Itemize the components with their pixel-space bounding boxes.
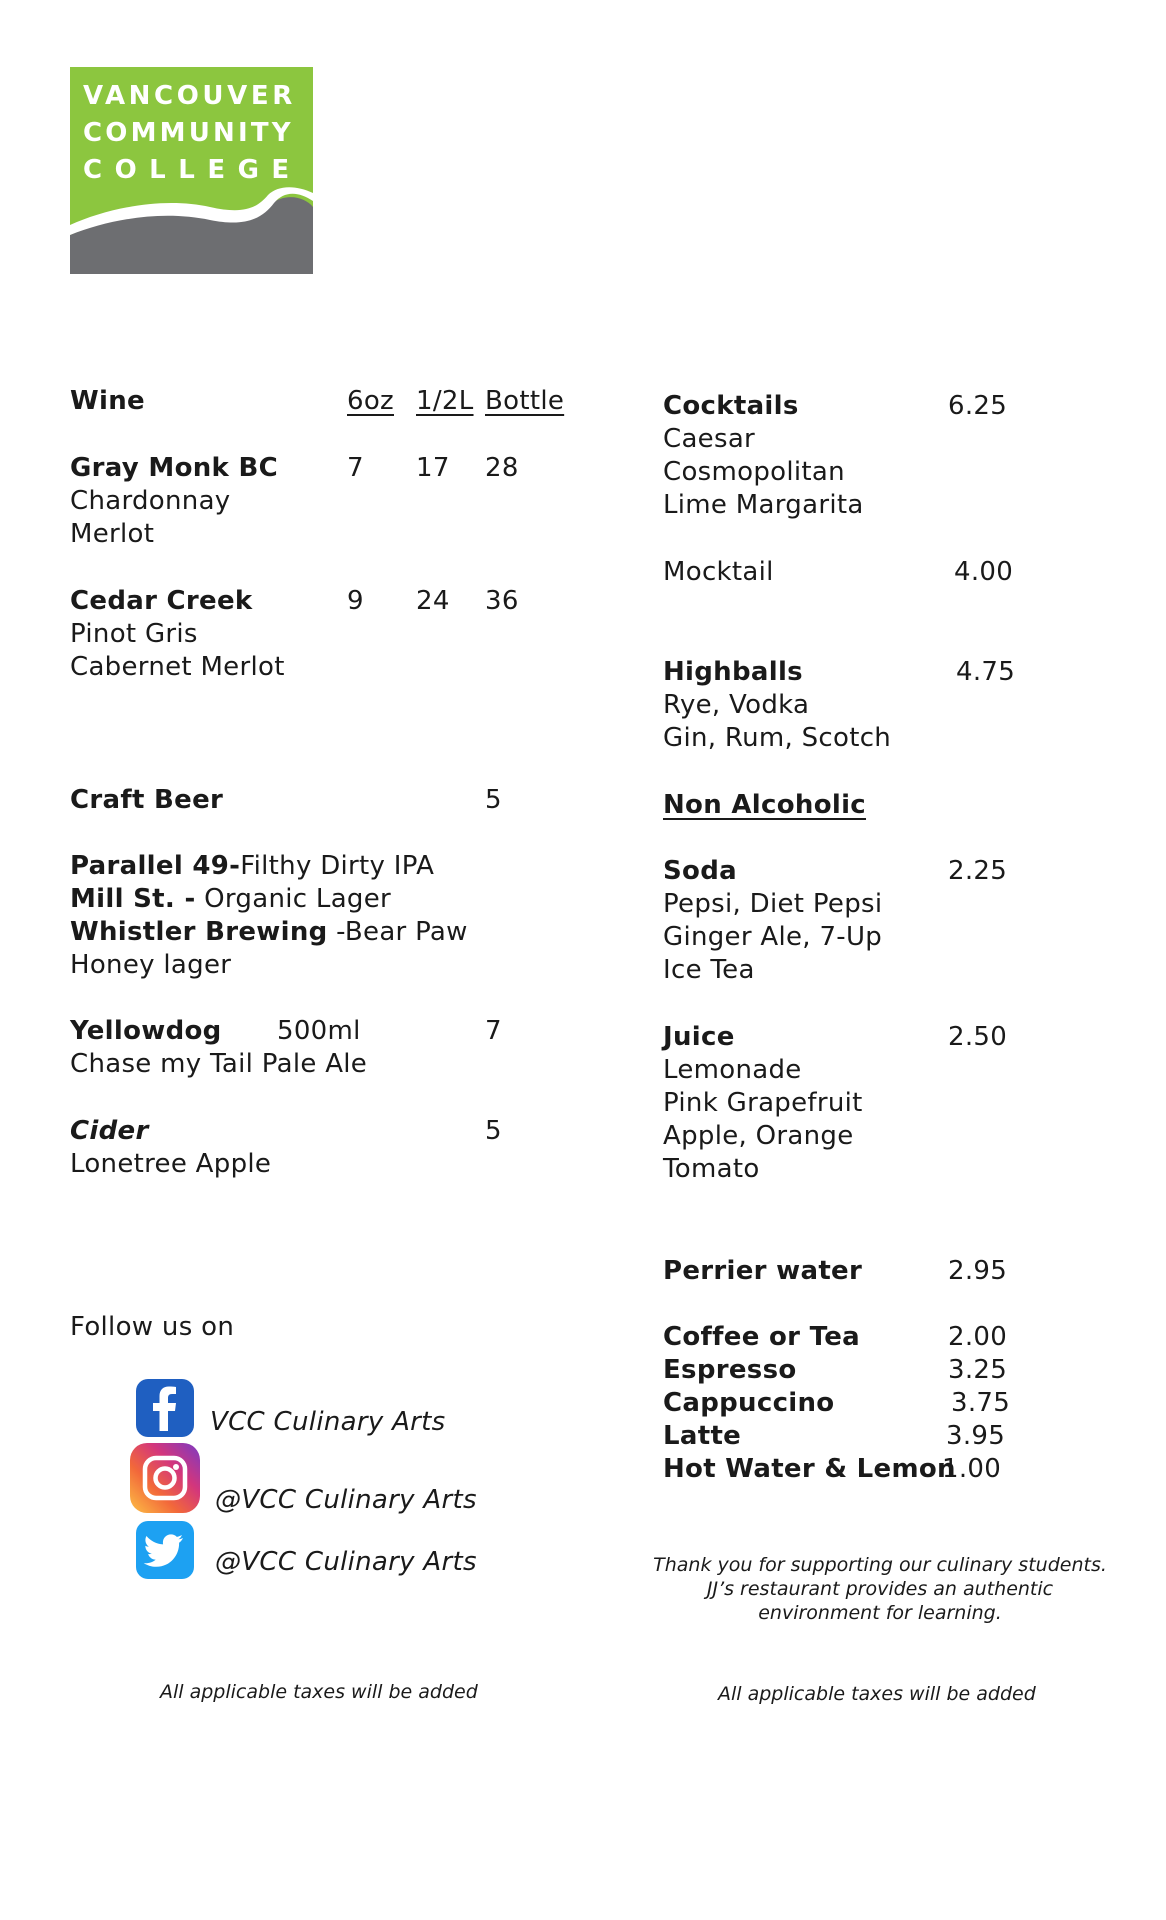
perrier-price: 2.95 bbox=[948, 1256, 1008, 1286]
highballs-heading: Highballs bbox=[663, 657, 803, 687]
cocktails-price: 6.25 bbox=[948, 391, 1008, 421]
wine-item-name: Gray Monk BC bbox=[70, 453, 278, 483]
beer-name: -Bear Paw bbox=[327, 917, 468, 947]
wine-varietal: Cabernet Merlot bbox=[70, 652, 285, 682]
hot-drink-price: 2.00 bbox=[948, 1322, 1008, 1352]
hot-drink-name: Coffee or Tea bbox=[663, 1322, 860, 1352]
wine-col-6oz: 6oz bbox=[347, 386, 394, 416]
hot-drink-price: 3.25 bbox=[948, 1355, 1008, 1385]
wine-price-bottle: 28 bbox=[485, 453, 519, 483]
cocktail-item: Lime Margarita bbox=[663, 490, 864, 520]
wine-item-name: Cedar Creek bbox=[70, 586, 253, 616]
yellowdog-desc: Chase my Tail Pale Ale bbox=[70, 1049, 368, 1079]
wine-heading: Wine bbox=[70, 386, 145, 416]
tax-note-left: All applicable taxes will be added bbox=[160, 1681, 478, 1703]
juice-item: Lemonade bbox=[663, 1055, 802, 1085]
cider-name: Cider bbox=[70, 1116, 149, 1146]
non-alcoholic-heading: Non Alcoholic bbox=[663, 790, 867, 820]
juice-price: 2.50 bbox=[948, 1022, 1008, 1052]
beer-brewery: Mill St. - bbox=[70, 884, 196, 914]
perrier-name: Perrier water bbox=[663, 1256, 863, 1286]
cider-desc: Lonetree Apple bbox=[70, 1149, 272, 1179]
beer-brewery: Parallel 49- bbox=[70, 851, 241, 881]
soda-item: Ice Tea bbox=[663, 955, 755, 985]
cocktail-item: Caesar bbox=[663, 424, 756, 454]
soda-price: 2.25 bbox=[948, 856, 1008, 886]
yellowdog-size: 500ml bbox=[277, 1016, 361, 1046]
wine-col-bottle: Bottle bbox=[485, 386, 565, 416]
hot-drink-price: 3.75 bbox=[951, 1388, 1011, 1418]
tax-note-right: All applicable taxes will be added bbox=[718, 1683, 1036, 1705]
wine-varietal: Pinot Gris bbox=[70, 619, 198, 649]
highball-item: Rye, Vodka bbox=[663, 690, 810, 720]
yellowdog-name: Yellowdog bbox=[70, 1016, 222, 1046]
follow-heading: Follow us on bbox=[70, 1312, 235, 1342]
juice-item: Apple, Orange bbox=[663, 1121, 854, 1151]
yellowdog-price: 7 bbox=[485, 1016, 502, 1046]
facebook-icon[interactable] bbox=[136, 1379, 194, 1437]
hot-drink-price: 3.95 bbox=[946, 1421, 1006, 1451]
wine-price-half-litre: 17 bbox=[416, 453, 450, 483]
cocktails-heading: Cocktails bbox=[663, 391, 799, 421]
mocktail-price: 4.00 bbox=[954, 557, 1014, 587]
wine-price-6oz: 7 bbox=[347, 453, 364, 483]
beer-price: 5 bbox=[485, 785, 502, 815]
thanks-line: Thank you for supporting our culinary students. bbox=[653, 1554, 1107, 1576]
mocktail-name: Mocktail bbox=[663, 557, 774, 587]
beer-name: Organic Lager bbox=[195, 884, 392, 914]
beer-line-continued: Honey lager bbox=[70, 950, 232, 980]
instagram-handle[interactable]: @VCC Culinary Arts bbox=[215, 1485, 477, 1515]
thanks-line: environment for learning. bbox=[758, 1602, 1002, 1624]
beer-line bbox=[70, 883, 391, 916]
soda-item: Ginger Ale, 7-Up bbox=[663, 922, 883, 952]
beer-brewery: Whistler Brewing bbox=[70, 917, 328, 947]
logo-line-1: VANCOUVER bbox=[83, 81, 296, 111]
soda-item: Pepsi, Diet Pepsi bbox=[663, 889, 883, 919]
highball-item: Gin, Rum, Scotch bbox=[663, 723, 892, 753]
wine-varietal: Merlot bbox=[70, 519, 155, 549]
cider-price: 5 bbox=[485, 1116, 502, 1146]
wine-price-half-litre: 24 bbox=[416, 586, 450, 616]
beer-heading: Craft Beer bbox=[70, 785, 224, 815]
logo-line-3: COLLEGE bbox=[83, 155, 302, 185]
hot-drink-name: Latte bbox=[663, 1421, 742, 1451]
facebook-handle[interactable]: VCC Culinary Arts bbox=[210, 1407, 446, 1437]
juice-item: Tomato bbox=[663, 1154, 760, 1184]
logo-line-2: COMMUNITY bbox=[83, 118, 294, 148]
wine-price-bottle: 36 bbox=[485, 586, 519, 616]
wine-price-6oz: 9 bbox=[347, 586, 364, 616]
vcc-logo bbox=[70, 67, 313, 274]
beer-line bbox=[70, 916, 468, 949]
cocktail-item: Cosmopolitan bbox=[663, 457, 845, 487]
soda-heading: Soda bbox=[663, 856, 737, 886]
juice-heading: Juice bbox=[663, 1022, 735, 1052]
wine-col-half-litre: 1/2L bbox=[416, 386, 474, 416]
highballs-price: 4.75 bbox=[956, 657, 1016, 687]
hot-drink-name: Cappuccino bbox=[663, 1388, 835, 1418]
twitter-handle[interactable]: @VCC Culinary Arts bbox=[215, 1547, 477, 1577]
wine-varietal: Chardonnay bbox=[70, 486, 231, 516]
beer-line bbox=[70, 850, 434, 883]
thanks-line: JJ’s restaurant provides an authentic bbox=[706, 1578, 1054, 1600]
hot-drink-name: Espresso bbox=[663, 1355, 797, 1385]
beer-name: Filthy Dirty IPA bbox=[240, 851, 435, 881]
twitter-icon[interactable] bbox=[136, 1521, 194, 1579]
juice-item: Pink Grapefruit bbox=[663, 1088, 863, 1118]
hot-drink-price: 1.00 bbox=[942, 1454, 1002, 1484]
hot-drink-name: Hot Water & Lemon bbox=[663, 1454, 956, 1484]
instagram-icon[interactable] bbox=[130, 1443, 200, 1513]
